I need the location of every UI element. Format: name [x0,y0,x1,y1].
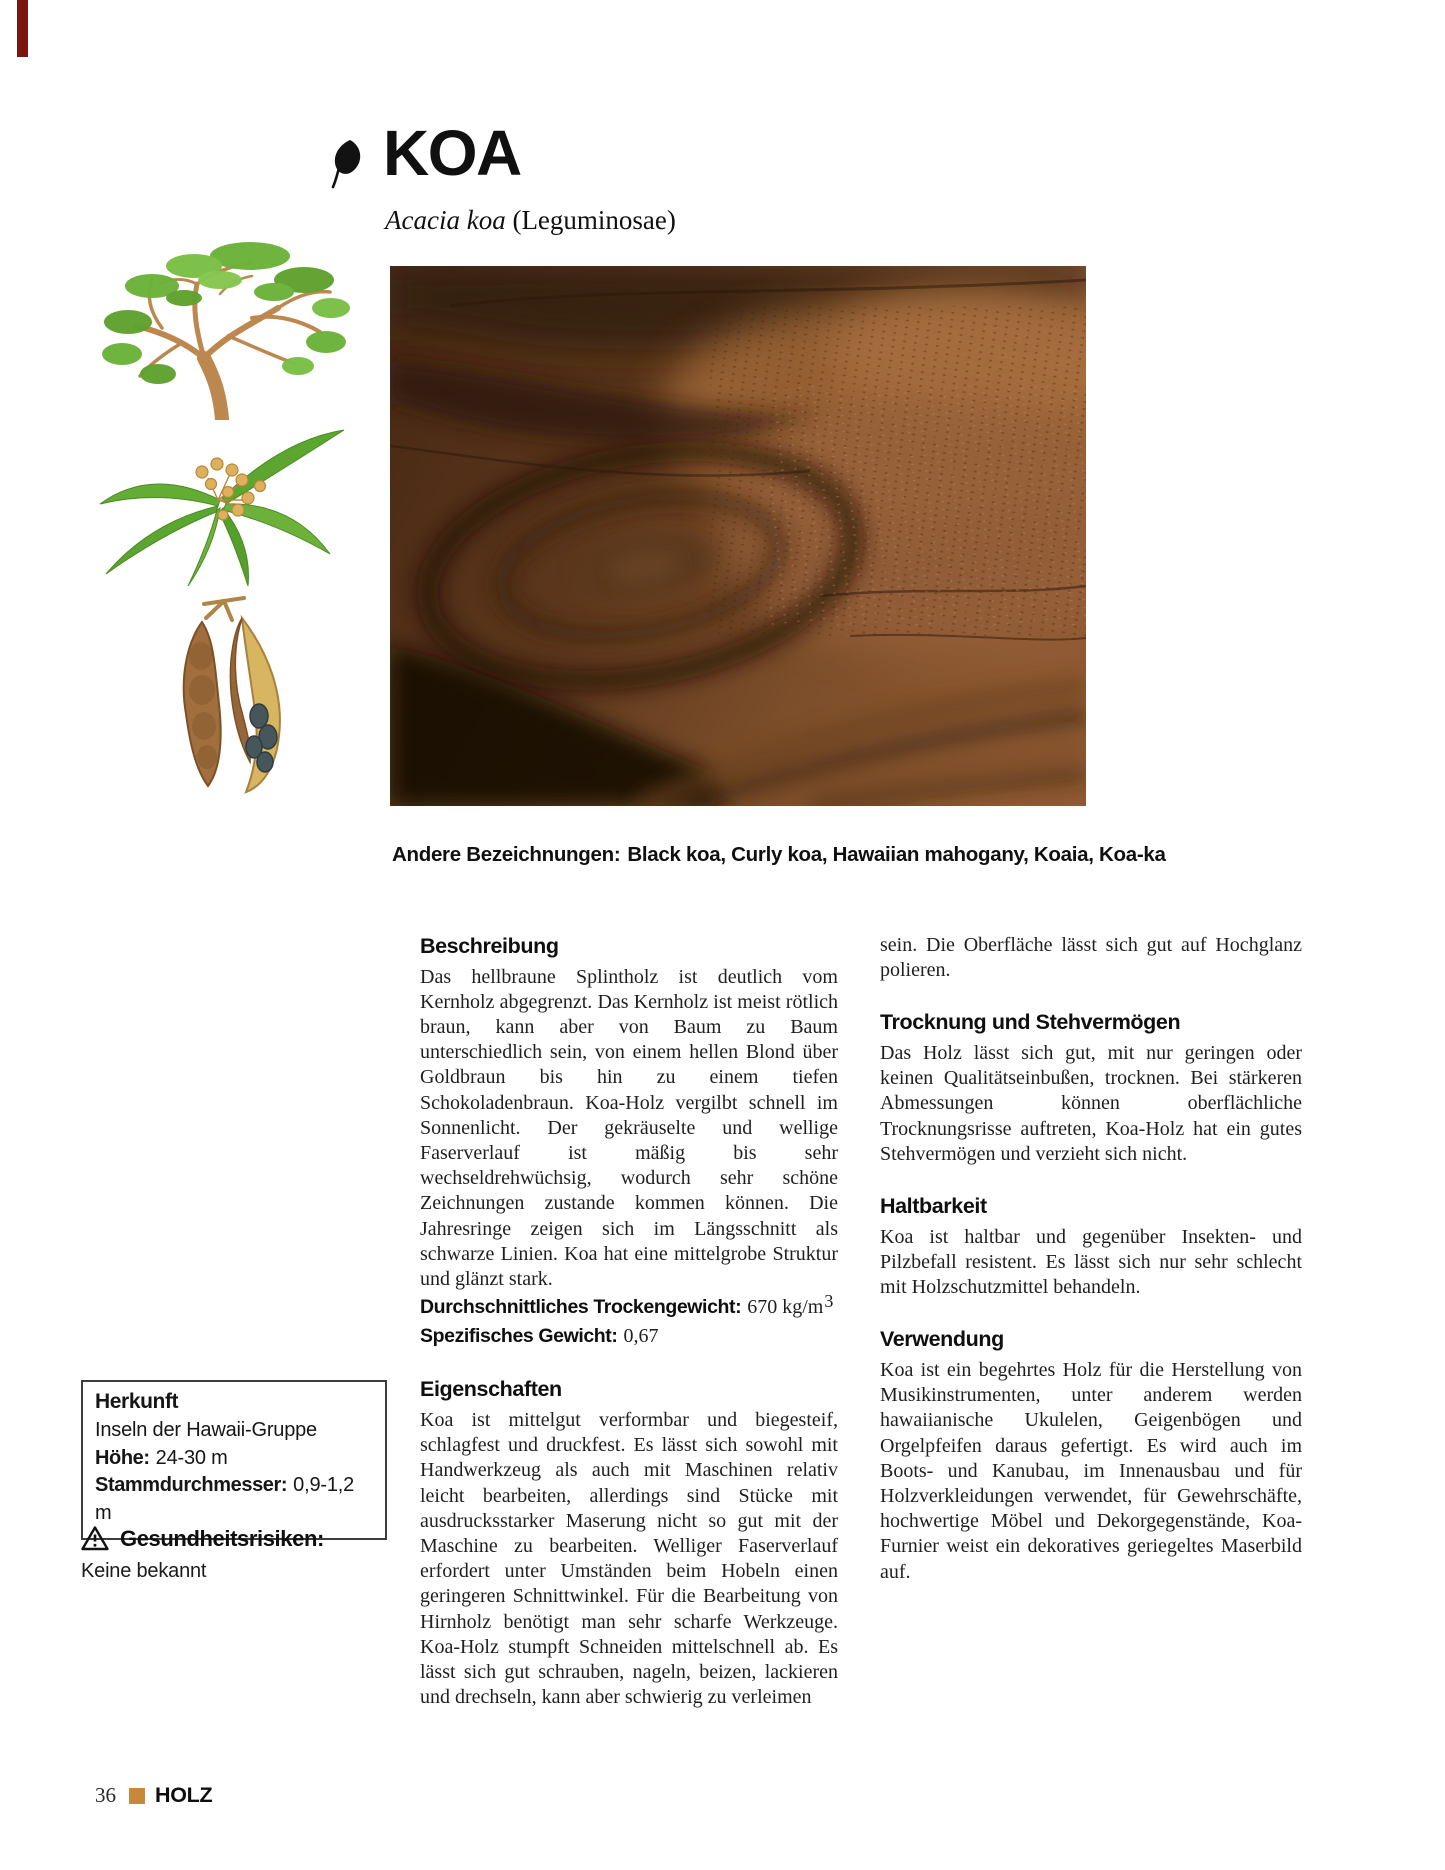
infobox-diameter [95,1472,373,1527]
section-body-verwendung: Koa ist ein begehrtes Holz für die Herstellung von Musikinstrumenten, unter anderem werden hawaiianische Ukulelen, Geigenbögen und Orgelpfeifen daraus gefertigt. Es wird auch im Boots- und Kanubau, im Innenausbau und für Holzverkleidungen verwendet, für Gewehrschäfte, hochwertige Möbel und Dekorgegenstände, Koa-Furnier weist ein dekoratives geriegeltes Maserbild auf. [880,1358,1302,1583]
koa-tree-illustration [100,236,352,420]
leaf-icon [331,138,365,190]
chapter-label: HOLZ [155,1783,213,1807]
section-body-trocknung: Das Holz lässt sich gut, mit nur geringen oder keinen Qualitätseinbußen, trocknen. Bei stärkeren Abmessungen können oberflächliche Trocknungsrisse auftreten, Koa-Holz hat ein gutes Stehvermögen und verzieht sich nicht. [880,1042,1302,1165]
spec-specific-gravity [420,1323,838,1350]
section-body-beschreibung: Das hellbraune Splintholz ist deutlich vom Kernholz abgegrenzt. Das Kernholz ist meist rötlich braun, kann aber von Baum zu Baum unterschiedlich sein, von einem hellen Blond über Goldbraun bis hin zu einem tiefen Schokoladenbraun. Koa-Holz vergilbt schnell im Sonnenlicht. Der gekräuselte und wellige Faserverlauf ist mäßig bis sehr wechseldrehwüchsig, wodurch sehr schöne Zeichnungen zustande kommen können. Die Jahresringe zeigen sich im Längsschnitt als schwarze Linien. Koa hat eine mittelgrobe Struktur und glänzt stark. [420,965,838,1291]
text-column-left [420,933,838,1710]
other-names-value: Black koa, Curly koa, Hawaiian mahogany, Koaia, Koa-ka [627,843,1166,866]
koa-leaves-flowers-illustration [90,422,352,590]
infobox-height [95,1445,373,1473]
origin-infobox [81,1380,387,1540]
warning-triangle-icon [80,1525,110,1552]
infobox-origin: Inseln der Hawaii-Gruppe [95,1419,317,1441]
page-number: 36 [95,1783,116,1807]
page-title: KOA [383,117,521,189]
page-footer [95,1783,212,1808]
infobox-title: Herkunft [95,1390,179,1413]
infobox-height-label: Höhe: [95,1446,150,1469]
text-column-right [880,933,1302,1585]
section-heading-beschreibung: Beschreibung [420,934,559,958]
koa-wood-photo [390,266,1086,806]
section-heading-verwendung: Verwendung [880,1327,1004,1352]
health-risks-heading [80,1525,324,1552]
infobox-height-value: 24-30 m [155,1446,228,1469]
section-heading-eigenschaften: Eigenschaften [420,1377,562,1402]
section-body-eigenschaften: Koa ist mittelgut verformbar und biegesteif, schlagfest und druckfest. Es lässt sich sowohl mit Handwerkzeug als auch mit Maschinen relativ leicht bearbeiten, allerdings sind Stücke mit ausdrucksstarker Maserung nicht so gut mit der Maschine zu bearbeiten. Welliger Faserverlauf erfordert unter Umständen beim Hobeln einen geringeren Schnittwinkel. Für die Bearbeitung von Hirnholz benötigt man sehr scharfe Werkzeuge. Koa-Holz stumpft Schneiden mittelschnell ab. Es lässt sich gut schrauben, nageln, beizen, lackieren und drechseln, kann aber schwierig zu verleimen [420,1408,838,1709]
other-names-line [392,843,1352,867]
section-heading-trocknung: Trocknung und Stehvermögen [880,1010,1181,1035]
continued-paragraph: sein. Die Oberfläche lässt sich gut auf Hochglanz polieren. [880,934,1302,982]
spec-dry-weight-value: 670 kg/m [747,1296,824,1319]
species-subtitle [385,205,676,236]
infobox-diameter-label: Stammdurchmesser: [95,1474,288,1496]
page-bleed-mark [17,0,28,57]
spec-specific-gravity-label: Spezifisches Gewicht: [420,1325,618,1348]
spec-dry-weight-label: Durchschnittliches Trockengewicht: [420,1296,742,1319]
species-name: Acacia koa [385,205,506,235]
health-risks-label: Gesundheitsrisiken: [120,1525,324,1551]
koa-seed-pods-illustration [146,594,324,796]
section-heading-haltbarkeit: Haltbarkeit [880,1194,987,1219]
spec-specific-gravity-value: 0,67 [623,1325,659,1348]
family-name: (Leguminosae) [505,205,676,235]
other-names-label: Andere Bezeichnungen: [392,843,621,866]
spec-dry-weight [420,1291,838,1321]
infobox-diameter-value: 0,9-1,2 m [95,1474,355,1524]
health-risks-value: Keine bekannt [81,1560,207,1582]
spec-dry-weight-exponent: 3 [824,1291,834,1312]
section-body-haltbarkeit: Koa ist haltbar und gegenüber Insekten- und Pilzbefall resistent. Es lässt sich nur sehr schlecht mit Holzschutzmittel behandeln. [880,1225,1302,1299]
footer-square-icon [129,1788,145,1804]
